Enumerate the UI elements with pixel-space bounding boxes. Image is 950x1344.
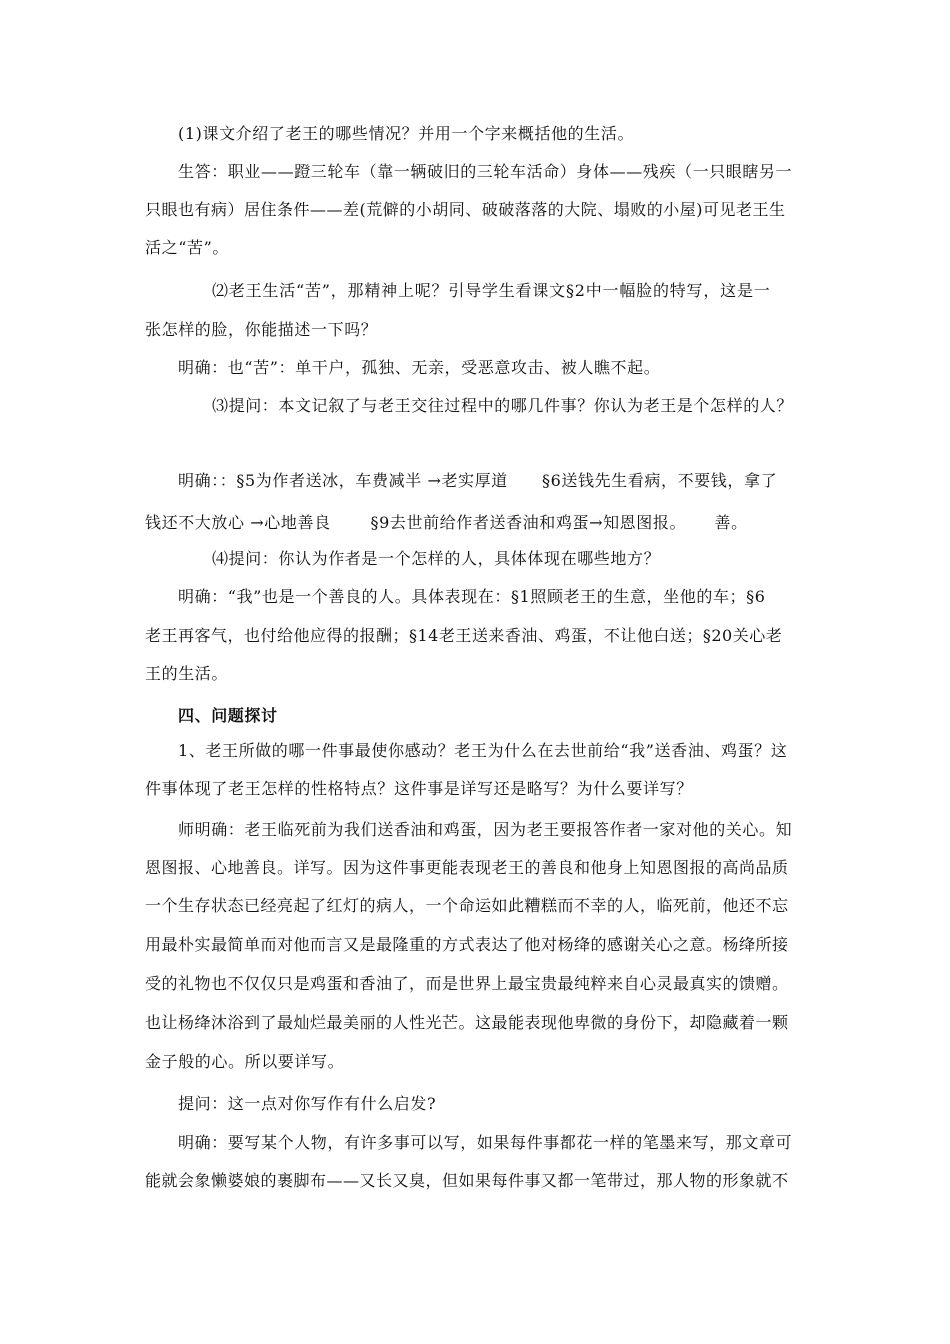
- paragraph-line: ⑷提问：你认为作者是一个怎样的人，具体体现在哪些地方？: [212, 549, 661, 568]
- paragraph-line: 明确：“我”也是一个善良的人。具体表现在：§1照顾老王的生意，坐他的车；§6: [178, 587, 766, 606]
- paragraph-line: 1、老王所做的哪一件事最使你感动？老王为什么在去世前给“我”送香油、鸡蛋？这: [178, 741, 788, 760]
- paragraph-line: 一个生存状态已经亮起了红灯的病人，一个命运如此糟糕而不幸的人，临死前，他还不忘: [145, 896, 789, 915]
- paragraph-line: 受的礼物也不仅仅只是鸡蛋和香油了，而是世界上最宝贵最纯粹来自心灵最真实的馈赠。: [145, 974, 789, 993]
- paragraph-line: 用最朴实最简单而对他而言又是最隆重的方式表达了他对杨绛的感谢关心之意。杨绛所接: [145, 935, 789, 954]
- paragraph-line: 张怎样的脸，你能描述一下吗？: [145, 320, 378, 339]
- paragraph-line: 恩图报、心地善良。详写。因为这件事更能表现老王的善良和他身上知恩图报的高尚品质: [145, 858, 789, 877]
- paragraph-line: 也让杨绛沐浴到了最灿烂最美丽的人性光芒。这最能表现他卑微的身份下，却隐藏着一颗: [145, 1013, 789, 1032]
- paragraph-line: 老王再客气，也付给他应得的报酬；§14老王送来香油、鸡蛋，不让他白送；§20关心老: [145, 626, 783, 645]
- paragraph-line: 明确：要写某个人物，有许多事可以写，如果每件事都花一样的笔墨来写，那文章可: [178, 1133, 793, 1152]
- paragraph-line: ⑵老王生活“苦”，那精神上呢？引导学生看课文§2中一幅脸的特写，这是一: [212, 281, 771, 300]
- paragraph-line: 件事体现了老王怎样的性格特点？这件事是详写还是略写？为什么要详写？: [145, 779, 693, 798]
- paragraph-line: 明确：：§5为作者送冰，车费减半 →老实厚道 §6送钱先生看病，不要钱，拿了: [178, 471, 778, 490]
- paragraph-line: 活之“苦”。: [145, 238, 229, 257]
- paragraph-line: 王的生活。: [145, 664, 229, 683]
- paragraph-line: 只眼也有病）居住条件——差(荒僻的小胡同、破破落落的大院、塌败的小屋)可见老王生: [145, 200, 786, 219]
- section-heading: 四、问题探讨: [178, 706, 278, 725]
- paragraph-line: 金子般的心。所以要详写。: [145, 1052, 345, 1071]
- paragraph-line: 能就会象懒婆娘的裹脚布——又长又臭，但如果每件事又都一笔带过，那人物的形象就不: [145, 1171, 789, 1190]
- paragraph-line: 钱还不大放心 →心地善良 §9去世前给作者送香油和鸡蛋→知恩图报。 善。: [145, 513, 748, 532]
- paragraph-line: ⑶提问：本文记叙了与老王交往过程中的哪几件事？你认为老王是个怎样的人？: [212, 396, 794, 415]
- paragraph-line: 师明确：老王临死前为我们送香油和鸡蛋，因为老王要报答作者一家对他的关心。知: [178, 820, 793, 839]
- paragraph-line: (1)课文介绍了老王的哪些情况？并用一个字来概括他的生活。: [178, 124, 635, 143]
- paragraph-line: 生答：职业——蹬三轮车（靠一辆破旧的三轮车活命）身体——残疾（一只眼瞎另一: [178, 162, 793, 181]
- paragraph-line: 提问：这一点对你写作有什么启发?: [178, 1094, 437, 1113]
- paragraph-line: 明确：也“苦”：单干户，孤独、无亲，受恶意攻击、被人瞧不起。: [178, 358, 661, 377]
